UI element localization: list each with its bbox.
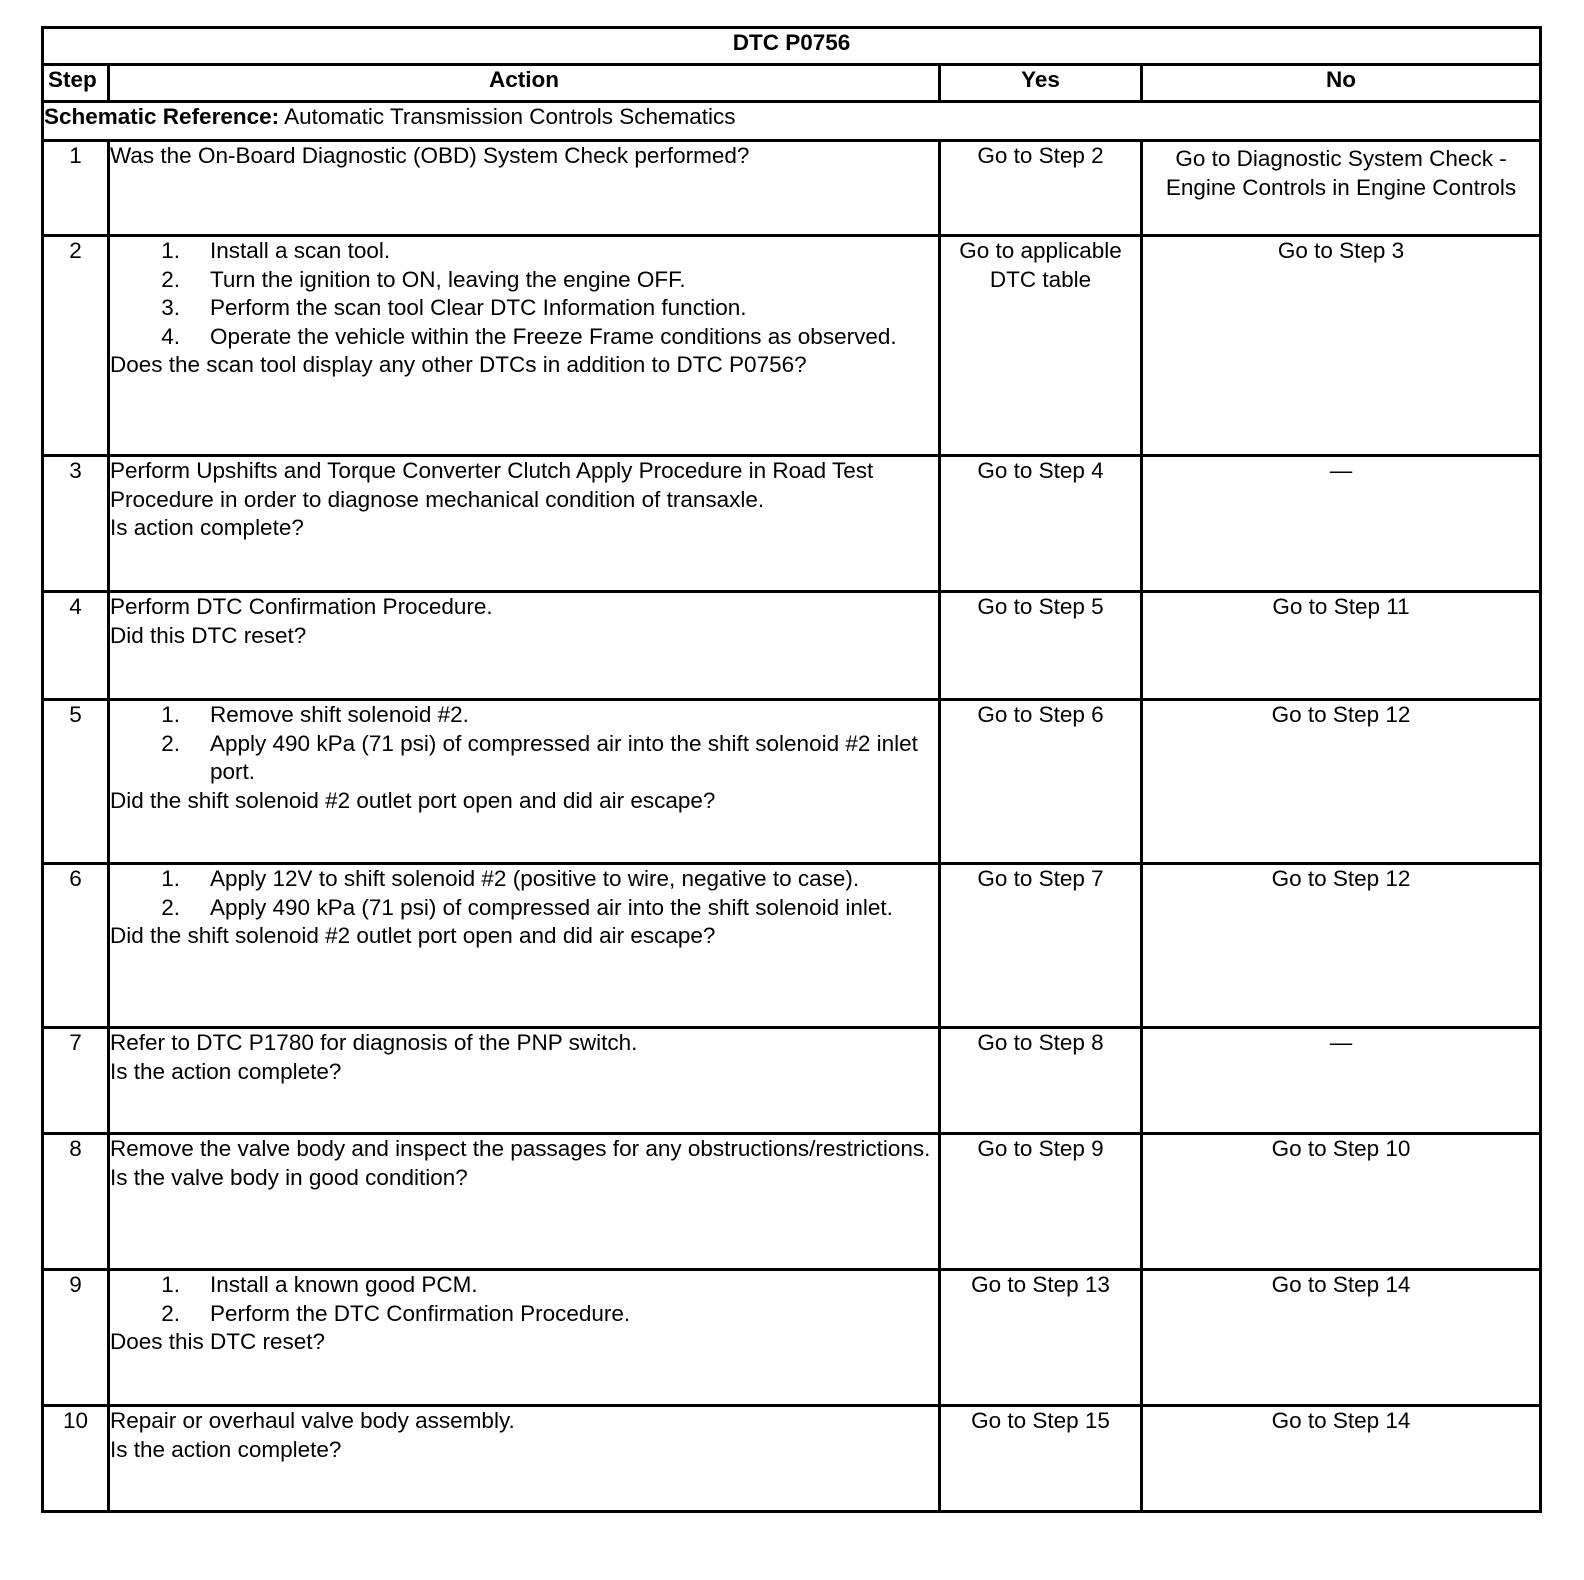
action-cell (109, 236, 940, 456)
action-list-item (110, 1271, 938, 1300)
list-number: 2. (161, 894, 180, 920)
reference-text: Automatic Transmission Controls Schematics (279, 104, 736, 129)
no-result: Go to Step 11 (1142, 592, 1541, 700)
step-row (43, 141, 1541, 236)
action-question: Is the action complete? (110, 1436, 342, 1462)
step-row (43, 236, 1541, 456)
header-no: No (1142, 65, 1541, 102)
title-row (43, 28, 1541, 65)
action-list-item (110, 865, 938, 894)
yes-result: Go to applicable DTC table (940, 236, 1142, 456)
action-list-item (110, 266, 938, 295)
action-list-item (110, 730, 938, 787)
no-result: Go to Step 14 (1142, 1406, 1541, 1512)
yes-result: Go to Step 13 (940, 1270, 1142, 1406)
step-row (43, 1134, 1541, 1270)
action-cell (109, 592, 940, 700)
reference-row (43, 102, 1541, 141)
reference-label: Schematic Reference: (44, 104, 280, 129)
step-row (43, 1028, 1541, 1134)
action-question: Did the shift solenoid #2 outlet port open and did air escape? (110, 787, 716, 813)
step-row (43, 700, 1541, 864)
list-text: Apply 490 kPa (71 psi) of compressed air into the shift solenoid #2 inlet port. (210, 730, 918, 784)
action-list (110, 701, 938, 787)
action-text: Repair or overhaul valve body assembly. (110, 1408, 515, 1433)
no-result: Go to Step 14 (1142, 1270, 1541, 1406)
action-list-item (110, 294, 938, 323)
no-result: — (1142, 1028, 1541, 1134)
list-number: 2. (161, 266, 180, 292)
yes-result: Go to Step 5 (940, 592, 1142, 700)
no-result: Go to Step 12 (1142, 700, 1541, 864)
action-cell (109, 1406, 940, 1512)
list-text: Perform the scan tool Clear DTC Information function. (210, 295, 747, 320)
step-row (43, 864, 1541, 1028)
list-number: 4. (161, 323, 180, 349)
list-number: 1. (161, 702, 180, 727)
step-row (43, 1270, 1541, 1406)
action-question: Is the valve body in good condition? (110, 1164, 468, 1190)
action-question: Is action complete? (110, 515, 304, 540)
step-row (43, 456, 1541, 592)
step-number: 10 (43, 1406, 109, 1512)
action-list-item (110, 237, 938, 266)
step-number: 6 (43, 864, 109, 1028)
step-number: 7 (43, 1028, 109, 1134)
step-number: 9 (43, 1270, 109, 1406)
list-text: Apply 12V to shift solenoid #2 (positive to wire, negative to case). (210, 866, 860, 891)
yes-result: Go to Step 15 (940, 1406, 1142, 1512)
header-row (43, 65, 1541, 102)
dtc-table (41, 26, 1542, 1513)
action-question: Does the scan tool display any other DTCs in addition to DTC P0756? (110, 352, 807, 377)
yes-result: Go to Step 7 (940, 864, 1142, 1028)
action-list-item (110, 701, 938, 730)
action-question: Did this DTC reset? (110, 622, 307, 648)
list-text: Operate the vehicle within the Freeze Frame conditions as observed. (210, 323, 897, 349)
action-list-item (110, 1300, 938, 1329)
list-text: Perform the DTC Confirmation Procedure. (210, 1300, 631, 1326)
action-cell (109, 1270, 940, 1406)
action-list (110, 237, 938, 351)
action-text: Refer to DTC P1780 for diagnosis of the PNP switch. (110, 1030, 638, 1055)
action-cell (109, 1134, 940, 1270)
action-list-item (110, 323, 938, 352)
list-text: Remove shift solenoid #2. (210, 702, 469, 727)
table-title: DTC P0756 (43, 28, 1541, 65)
action-question: Is the action complete? (110, 1058, 342, 1084)
list-number: 2. (161, 730, 180, 756)
no-result: — (1142, 456, 1541, 592)
step-number: 8 (43, 1134, 109, 1270)
action-list-item (110, 894, 938, 923)
schematic-reference (43, 102, 1541, 141)
step-number: 4 (43, 592, 109, 700)
no-result: Go to Step 3 (1142, 236, 1541, 456)
step-number: 1 (43, 141, 109, 236)
yes-result: Go to Step 4 (940, 456, 1142, 592)
action-text: Perform Upshifts and Torque Converter Clutch Apply Procedure in Road Test Procedure in order to diagnose mechanical condition of transaxle. (110, 458, 874, 512)
no-result: Go to Step 12 (1142, 864, 1541, 1028)
list-number: 1. (161, 866, 180, 891)
list-text: Install a scan tool. (210, 238, 391, 263)
header-step: Step (43, 65, 109, 102)
list-text: Install a known good PCM. (210, 1272, 478, 1297)
no-result: Go to Step 10 (1142, 1134, 1541, 1270)
step-row (43, 1406, 1541, 1512)
list-text: Turn the ignition to ON, leaving the engine OFF. (210, 266, 686, 292)
yes-result: Go to Step 9 (940, 1134, 1142, 1270)
header-action: Action (109, 65, 940, 102)
step-row (43, 592, 1541, 700)
list-number: 2. (161, 1300, 180, 1326)
yes-result: Go to Step 6 (940, 700, 1142, 864)
step-number: 2 (43, 236, 109, 456)
action-question: Did the shift solenoid #2 outlet port open and did air escape? (110, 923, 716, 948)
no-result: Go to Diagnostic System Check - Engine Controls in Engine Controls (1142, 141, 1541, 236)
list-text: Apply 490 kPa (71 psi) of compressed air into the shift solenoid inlet. (210, 894, 893, 920)
header-yes: Yes (940, 65, 1142, 102)
action-cell (109, 864, 940, 1028)
step-number: 5 (43, 700, 109, 864)
yes-result: Go to Step 8 (940, 1028, 1142, 1134)
action-cell (109, 1028, 940, 1134)
action-list (110, 1271, 938, 1328)
action-text: Remove the valve body and inspect the passages for any obstructions/restrictions. (110, 1136, 931, 1161)
action-list (110, 865, 938, 922)
action-cell (109, 141, 940, 236)
action-text: Was the On-Board Diagnostic (OBD) System Check performed? (110, 143, 750, 168)
yes-result: Go to Step 2 (940, 141, 1142, 236)
list-number: 1. (161, 238, 180, 263)
action-cell (109, 456, 940, 592)
list-number: 3. (161, 295, 180, 320)
action-cell (109, 700, 940, 864)
step-number: 3 (43, 456, 109, 592)
action-text: Perform DTC Confirmation Procedure. (110, 594, 493, 619)
action-question: Does this DTC reset? (110, 1329, 326, 1354)
list-number: 1. (161, 1272, 180, 1297)
